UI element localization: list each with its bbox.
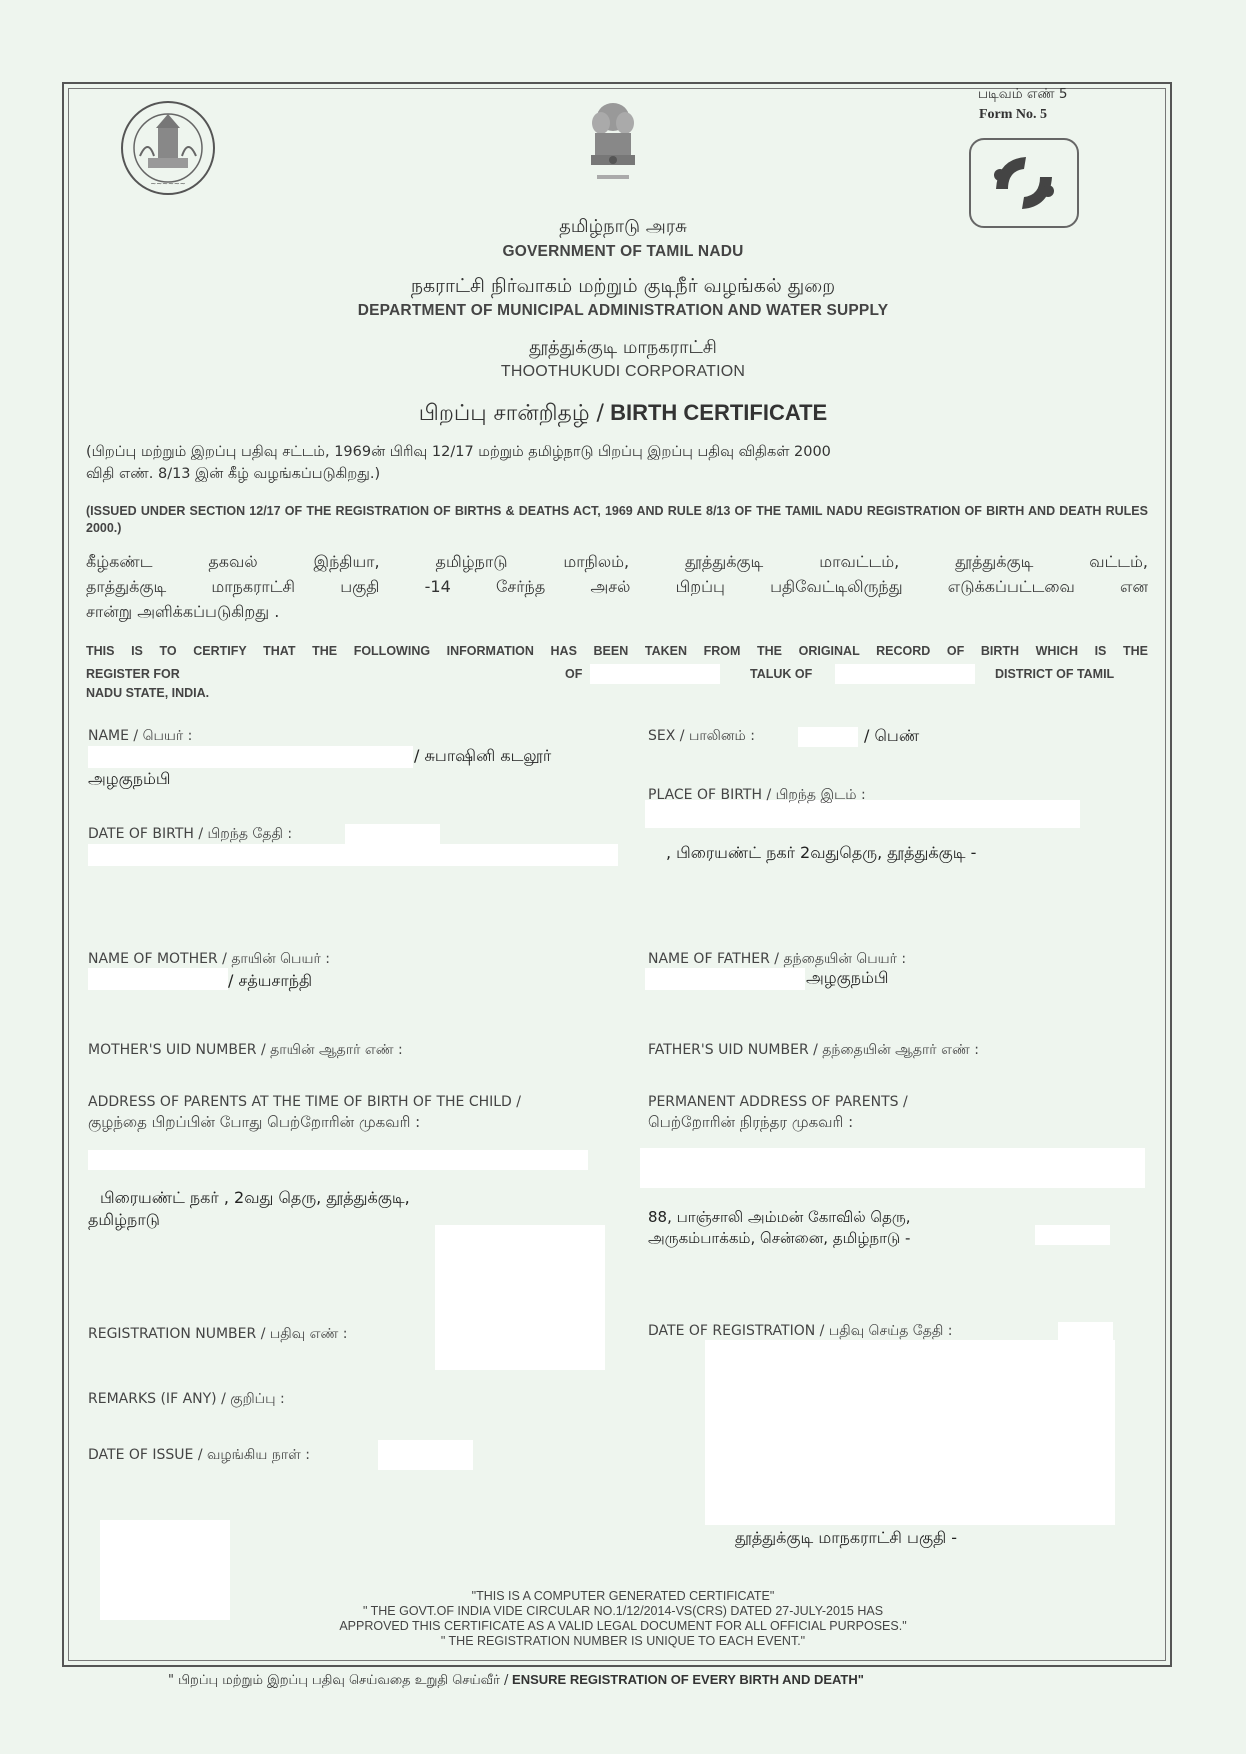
dob-label: DATE OF BIRTH / பிறந்த தேதி : [88,826,293,842]
permanent-address-value: 88, பாஞ்சாலி அம்மன் கோவில் தெரு, [648,1208,911,1226]
national-emblem-icon [583,95,643,190]
name-label: NAME / பெயர் : [88,728,193,744]
redaction [645,968,805,990]
certify-english-district: DISTRICT OF TAMIL [995,667,1115,681]
mother-uid-label: MOTHER'S UID NUMBER / தாயின் ஆதார் எண் : [88,1042,403,1058]
issued-english: (ISSUED UNDER SECTION 12/17 OF THE REGISTRATION OF BIRTHS & DEATHS ACT, 1969 AND RULE 8/13 OF THE TAMIL NADU REGISTRATION OF BIRTH AND DEATH RULES 2000.) [86,504,1148,535]
certify-english-line1: THIS IS TO CERTIFY THAT THE FOLLOWING INFORMATION HAS BEEN TAKEN FROM THE ORIGINAL RECORD OF BIRTH WHICH IS THE [86,644,1148,658]
permanent-address-label-tamil: பெற்றோரின் நிரந்தர முகவரி : [648,1113,854,1131]
mother-name-value: / சத்யசாந்தி [228,971,313,990]
slogan-english: ENSURE REGISTRATION OF EVERY BIRTH AND DEATH" [512,1672,864,1687]
name-value: / சுபாஷினி கடலூர் [414,746,552,765]
sex-value: / பெண் [864,726,920,745]
certify-english-taluk: TALUK OF [750,667,813,681]
corp-english: THOOTHUKUDI CORPORATION [500,363,746,380]
form-no-english: Form No. 5 [979,107,1048,122]
birth-address-label: ADDRESS OF PARENTS AT THE TIME OF BIRTH OF THE CHILD / [88,1094,522,1110]
footer-line4: " THE REGISTRATION NUMBER IS UNIQUE TO EACH EVENT." [440,1634,806,1648]
redaction [88,968,228,990]
svg-text:~~~~~~: ~~~~~~ [150,180,186,188]
corp-tamil: தூத்துக்குடி மாநகராட்சி [529,337,717,358]
redaction [435,1225,605,1370]
dept-tamil: நகராட்சி நிர்வாகம் மற்றும் குடிநீர் வழங்கல் துறை [410,275,836,297]
certify-tamil-line2: தாத்துக்குடி மாநகராட்சி பகுதி -14 சேர்ந்த அசல் பிறப்பு பதிவேட்டிலிருந்து எடுக்கப்பட்டவை என [86,577,1148,596]
issued-tamil-line2: விதி எண். 8/13 இன் கீழ் வழங்கப்படுகிறது.) [86,466,381,482]
registration-number-label: REGISTRATION NUMBER / பதிவு எண் : [88,1326,348,1342]
sex-label: SEX / பாலினம் : [648,728,755,744]
name-value-line2: அழகுநம்பி [88,769,171,788]
redaction [88,1150,588,1170]
redaction [590,664,720,684]
title-tamil: பிறப்பு சான்றிதழ் / [418,401,604,426]
father-name-label: NAME OF FATHER / தந்தையின் பெயர் : [648,951,907,967]
birth-address-value-line2: தமிழ்நாடு [88,1210,160,1229]
redaction [798,727,858,747]
certify-english-register: REGISTER FOR [86,667,180,681]
redaction [835,664,975,684]
footer-line1: "THIS IS A COMPUTER GENERATED CERTIFICATE" [471,1589,775,1603]
redaction [640,1148,1145,1188]
permanent-address-value-line2: அருகம்பாக்கம், சென்னை, தமிழ்நாடு - [648,1229,911,1247]
redaction [705,1340,1115,1525]
slogan [168,1672,864,1689]
place-of-birth-label: PLACE OF BIRTH / பிறந்த இடம் : [648,787,866,803]
mother-name-label: NAME OF MOTHER / தாயின் பெயர் : [88,951,330,967]
redaction [88,844,618,866]
redaction [88,746,413,768]
registration-date-label: DATE OF REGISTRATION / பதிவு செய்த தேதி : [648,1323,953,1339]
certify-tamil-line1: கீழ்கண்ட தகவல் இந்தியா, தமிழ்நாடு மாநிலம், தூத்துக்குடி மாவட்டம், தூத்துக்குடி வட்டம், [86,552,1148,571]
title-english: BIRTH CERTIFICATE [610,400,828,425]
form-no-tamil: படிவம் எண் 5 [978,86,1068,102]
tamil-nadu-seal-icon [118,98,218,198]
issuing-authority: தூத்துக்குடி மாநகராட்சி பகுதி - [735,1528,958,1547]
permanent-address-label: PERMANENT ADDRESS OF PARENTS / [648,1094,908,1110]
certify-english-of: OF [565,667,583,681]
place-of-birth-value: , பிரையண்ட் நகர் 2வதுதெரு, தூத்துக்குடி - [666,843,977,862]
redaction [1035,1225,1110,1245]
footer-line3: APPROVED THIS CERTIFICATE AS A VALID LEGAL DOCUMENT FOR ALL OFFICIAL PURPOSES." [339,1619,907,1633]
redaction [1058,1322,1113,1342]
issued-tamil-line1: (பிறப்பு மற்றும் இறப்பு பதிவு சட்டம், 1969ன் பிரிவு 12/17 மற்றும் தமிழ்நாடு பிறப்பு இறப்பு பதிவு விதிகள் 2000 [86,444,831,460]
gov-tamil: தமிழ்நாடு அரசு [559,216,687,237]
certificate-title [0,400,1246,429]
certify-english-line3: NADU STATE, INDIA. [86,686,210,700]
slogan-tamil: " பிறப்பு மற்றும் இறப்பு பதிவு செய்வதை உறுதி செய்வீர் / [168,1673,509,1688]
footer-line2: " THE GOVT.OF INDIA VIDE CIRCULAR NO.1/12/2014-VS(CRS) DATED 27-JULY-2015 HAS [362,1604,884,1618]
birth-address-label-tamil: குழந்தை பிறப்பின் போது பெற்றோரின் முகவரி : [88,1113,421,1131]
birth-address-value: பிரையண்ட் நகர் , 2வது தெரு, தூத்துக்குடி, [100,1188,410,1207]
remarks-label: REMARKS (IF ANY) / குறிப்பு : [88,1391,285,1407]
redaction [378,1440,473,1470]
father-uid-label: FATHER'S UID NUMBER / தந்தையின் ஆதார் எண் : [648,1042,979,1058]
certify-tamil-line3: சான்று அளிக்கப்படுகிறது . [86,602,280,621]
issue-date-label: DATE OF ISSUE / வழங்கிய நாள் : [88,1447,310,1463]
gov-english: GOVERNMENT OF TAMIL NADU [502,243,744,260]
father-name-value: அழகுநம்பி [806,968,889,987]
dept-english: DEPARTMENT OF MUNICIPAL ADMINISTRATION AND WATER SUPPLY [357,302,889,319]
redaction [345,824,440,844]
